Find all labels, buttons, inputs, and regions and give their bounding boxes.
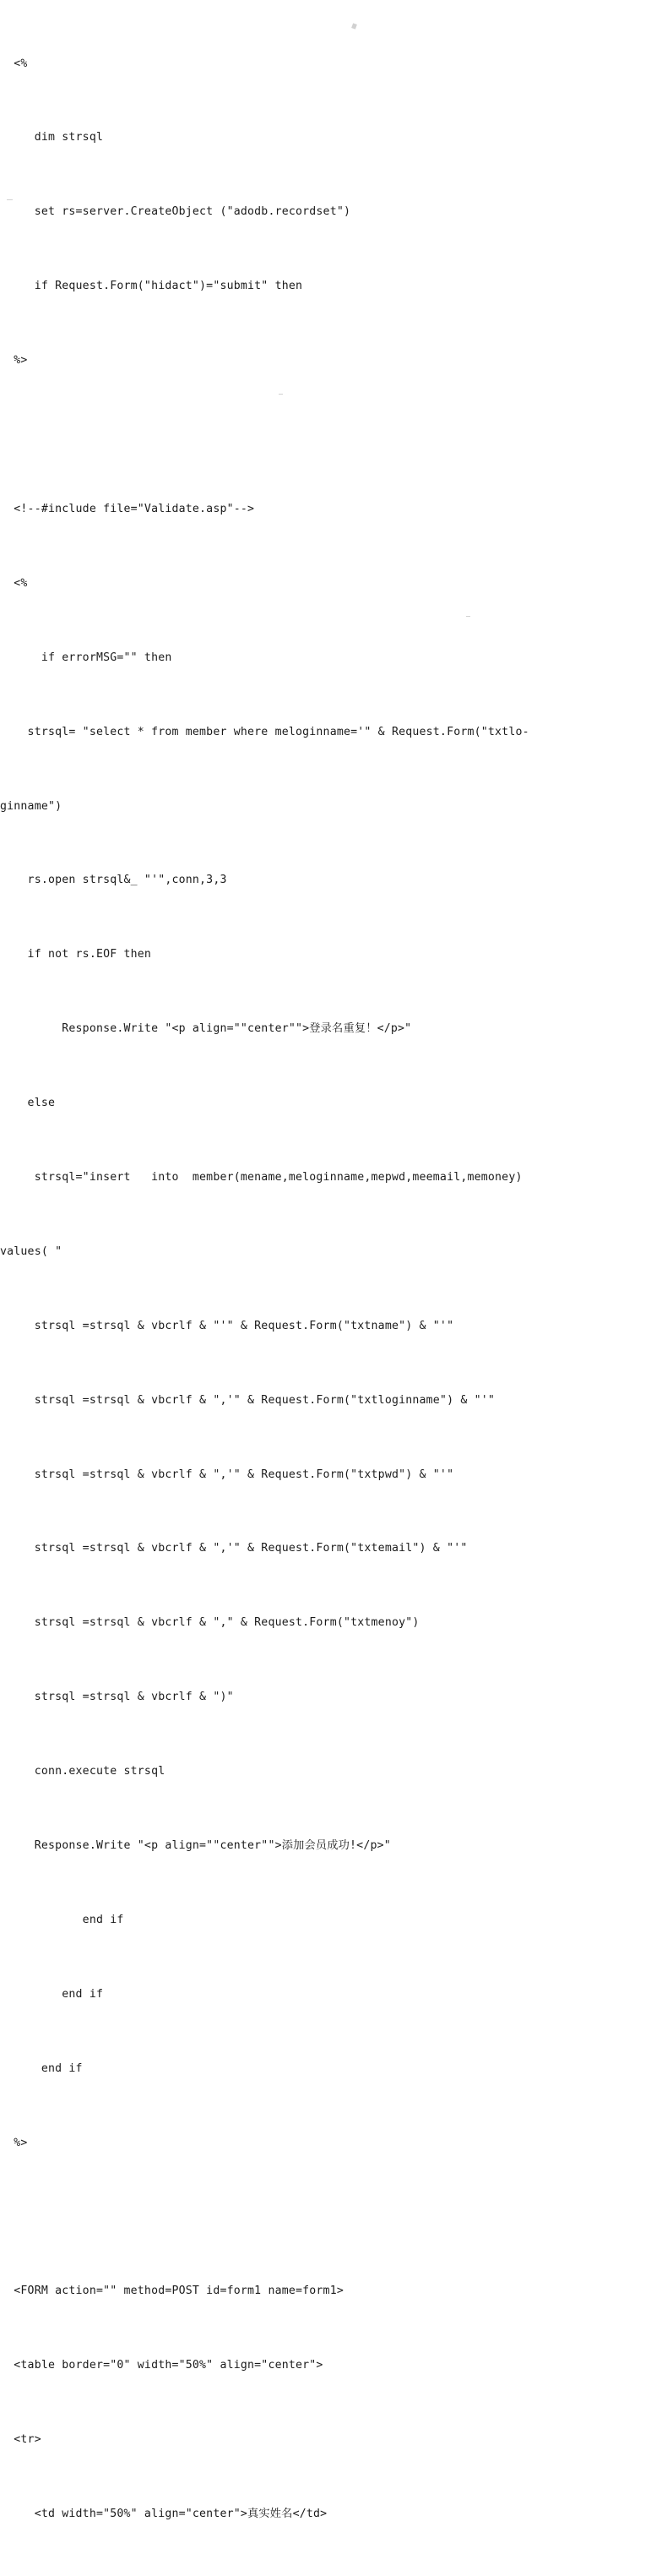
code-line: if errorMSG="" then bbox=[0, 651, 172, 664]
code-line: end if bbox=[0, 1913, 124, 1926]
code-line: if Request.Form("hidact")="submit" then bbox=[0, 280, 303, 293]
code-line: <!--#include file="Validate.asp"--> bbox=[0, 502, 255, 515]
code-line-blank bbox=[0, 422, 651, 447]
code-line: strsql =strsql & vbcrlf & ")" bbox=[0, 1691, 234, 1704]
code-line: dim strsql bbox=[0, 131, 104, 144]
code-line: %> bbox=[0, 354, 28, 368]
code-line: ginname") bbox=[0, 799, 62, 813]
code-line: conn.execute strsql bbox=[0, 1765, 165, 1778]
code-line: end if bbox=[0, 2061, 83, 2075]
code-line: <tr> bbox=[0, 2433, 41, 2447]
code-line: else bbox=[0, 1097, 56, 1110]
code-line: <td width="50%" align="center">真实姓名</td> bbox=[0, 2507, 328, 2520]
code-line: rs.open strsql&_ "'",conn,3,3 bbox=[0, 874, 227, 887]
scan-speck bbox=[466, 616, 470, 617]
code-line: strsql= "select * from member where meloginname='" & Request.Form("txtlo- bbox=[0, 725, 529, 738]
code-line: strsql =strsql & vbcrlf & ",'" & Request.Form("txtemail") & "'" bbox=[0, 1542, 468, 1555]
code-line: Response.Write "<p align=""center"">登录名重复！</p>" bbox=[0, 1022, 412, 1036]
code-line: strsql =strsql & vbcrlf & ",'" & Request.Form("txtpwd") & "'" bbox=[0, 1468, 454, 1481]
code-line: %> bbox=[0, 2136, 28, 2149]
code-line: Response.Write "<p align=""center"">添加会员成功!</p>" bbox=[0, 1838, 391, 1852]
code-line: values( " bbox=[0, 1244, 62, 1258]
scan-speck bbox=[7, 199, 13, 200]
code-line: <FORM action="" method=POST id=form1 name=form1> bbox=[0, 2285, 344, 2298]
code-line: strsql="insert into member(mename,meloginname,mepwd,meemail,memoney) bbox=[0, 1170, 523, 1184]
code-line: set rs=server.CreateObject ("adodb.recordset") bbox=[0, 205, 351, 219]
code-line: <% bbox=[0, 576, 28, 590]
code-line: <% bbox=[0, 57, 28, 70]
code-line: strsql =strsql & vbcrlf & ",'" & Request.Form("txtloginname") & "'" bbox=[0, 1393, 496, 1407]
code-line: end if bbox=[0, 1987, 104, 2001]
code-line: strsql =strsql & vbcrlf & "," & Request.Form("txtmenoy") bbox=[0, 1616, 420, 1630]
code-line-blank bbox=[0, 2204, 651, 2229]
code-line: strsql =strsql & vbcrlf & "'" & Request.Form("txtname") & "'" bbox=[0, 1319, 454, 1332]
code-line: <table border="0" width="50%" align="center"> bbox=[0, 2359, 323, 2372]
scan-speck bbox=[279, 394, 283, 395]
code-line: if not rs.EOF then bbox=[0, 948, 152, 961]
